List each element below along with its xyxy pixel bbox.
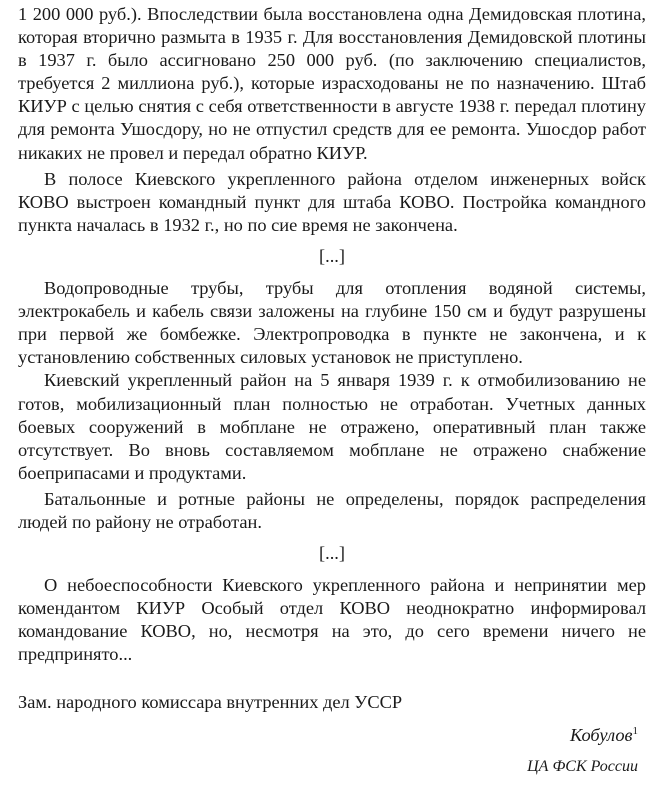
paragraph-5: Батальонные и ротные районы не определены, порядок распределения людей по району не отработан. bbox=[18, 488, 646, 532]
signature-name: Кобулов bbox=[569, 724, 633, 745]
paragraph-4: Киевский укрепленный район на 5 января 1939 г. к отмобилизованию не готов, мобилизационный план полностью не отработан. Учетных данных боевых сооружений в мобплане не отражено, оперативный план также отсутствует. Во вновь составляемом мобплане не отражено снабжение боеприпасами и продуктами. bbox=[18, 370, 646, 483]
document-page bbox=[18, 0, 646, 777]
paragraph-6: О небоеспособности Киевского укрепленного района и непринятии мер комендантом КИУР Особый отдел КОВО неоднократно информировал командование КОВО, но, несмотря на это, до сего времени ничего не предпринято... bbox=[18, 575, 646, 665]
paragraph-2: В полосе Киевского укрепленного района отделом инженерных войск КОВО выстроен командный пункт для штаба КОВО. Постройка командного пункта началась в 1932 г., но по сие время не закончена. bbox=[18, 168, 646, 235]
paragraph-1: 1 200 000 руб.). Впоследствии была восстановлена одна Демидовская плотина, которая вторично размыта в 1935 г. Для восстановления Демидовской плотины в 1937 г. было ассигновано 250 000 руб. (по заключению специалистов, требуется 2 миллиона руб.), которые израсходованы не по назначению. Штаб КИУР с целью снятия с себя ответственности в августе 1938 г. передал плотину для ремонта Ушосдору, но не отпустил средств для ее ремонта. Ушосдор работ никаких не провел и передал обратно КИУР. bbox=[18, 4, 646, 163]
paragraph-3: Водопроводные трубы, трубы для отопления водяной системы, электрокабель и кабель связи заложены на глубине 150 см и будут разрушены при первой же бомбежке. Электропроводка в пункте не закончена, и к установлению собственных силовых установок не приступлено. bbox=[18, 278, 646, 368]
archive-source: ЦА ФСК России bbox=[527, 757, 638, 775]
footnote-ref: 1 bbox=[632, 724, 638, 737]
omission-marker-2: [...] bbox=[318, 543, 346, 564]
signature-block bbox=[18, 724, 646, 747]
signature-role: Зам. народного комиссара внутренних дел УССР bbox=[18, 691, 403, 712]
omission-marker-1: [...] bbox=[318, 245, 346, 266]
